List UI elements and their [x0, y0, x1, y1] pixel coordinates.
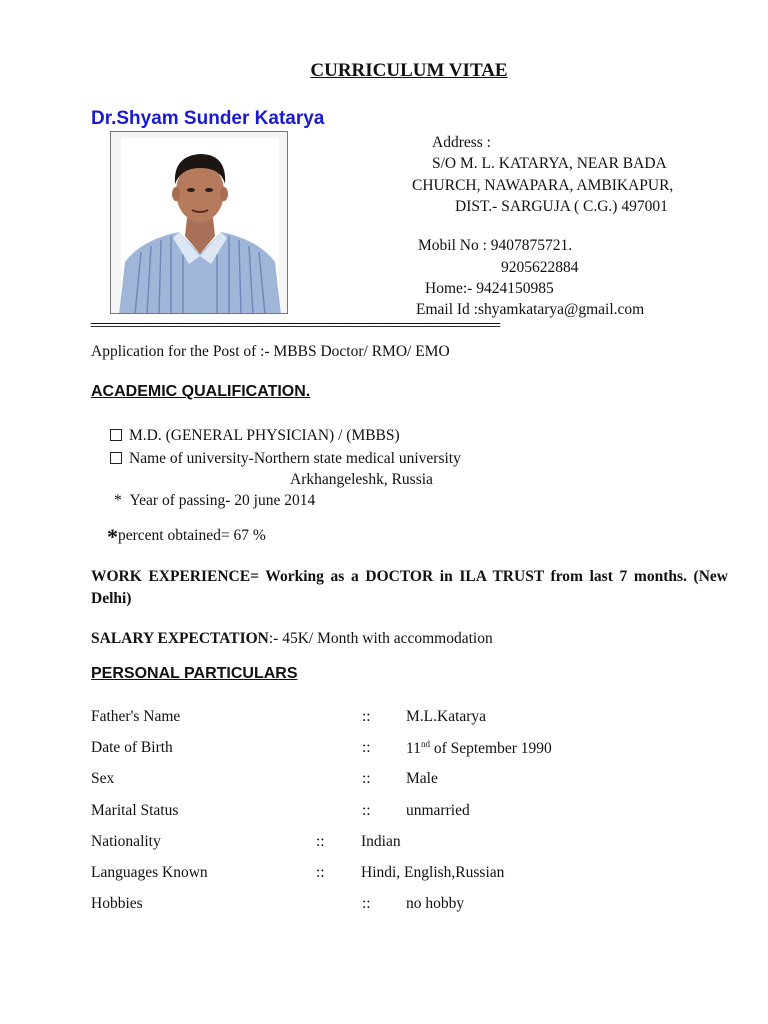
university-city: Arkhangeleshk, Russia — [290, 471, 433, 488]
salary-label: SALARY EXPECTATION — [91, 630, 269, 647]
degree-item — [110, 427, 400, 445]
home-phone: Home:- 9424150985 — [425, 280, 554, 297]
nationality-label: Nationality — [91, 833, 161, 850]
work-experience: WORK EXPERIENCE= Working as a DOCTOR in ILA TRUST from last 7 months. (New Delhi) — [91, 568, 728, 607]
address-line-1: S/O M. L. KATARYA, NEAR BADA — [432, 155, 667, 172]
separator-line: ========================================================================= — [90, 318, 499, 333]
dob-day-suffix: nd — [420, 739, 430, 749]
salary-value: :- 45K/ Month with accommodation — [268, 630, 493, 647]
marital-status-value: unmarried — [406, 802, 470, 819]
row-separator: :: — [362, 739, 371, 756]
marital-status-label: Marital Status — [91, 802, 179, 819]
dob-label: Date of Birth — [91, 739, 173, 756]
document-title: CURRICULUM VITAE — [310, 60, 508, 81]
profile-photo — [110, 131, 288, 314]
father-name-value: M.L.Katarya — [406, 708, 487, 725]
person-photo-icon — [111, 132, 288, 314]
application-post: Application for the Post of :- MBBS Doctor/ RMO/ EMO — [91, 343, 450, 360]
percent-text: percent obtained= 67 % — [118, 527, 266, 544]
hobbies-value: no hobby — [406, 895, 465, 912]
mobile-number-2: 9205622884 — [501, 259, 579, 276]
bullet-star: * — [114, 492, 122, 509]
university-item — [110, 450, 461, 468]
mobile-number: Mobil No : 9407875721. — [418, 237, 573, 254]
row-separator: :: — [362, 802, 371, 819]
candidate-name: Dr.Shyam Sunder Katarya — [91, 108, 325, 129]
address-label: Address : — [432, 134, 491, 151]
personal-heading: PERSONAL PARTICULARS — [91, 665, 298, 682]
row-separator: :: — [362, 708, 371, 725]
academic-heading: ACADEMIC QUALIFICATION. — [91, 383, 311, 400]
email-address: Email Id :shyamkatarya@gmail.com — [416, 301, 645, 318]
degree-text: M.D. (GENERAL PHYSICIAN) / (MBBS) — [129, 427, 400, 444]
passing-year-item — [114, 492, 315, 510]
row-separator: :: — [362, 895, 371, 912]
passing-year-text: Year of passing- 20 june 2014 — [129, 492, 316, 509]
row-separator: :: — [316, 864, 325, 881]
hobbies-label: Hobbies — [91, 895, 143, 912]
checkbox-icon — [110, 452, 122, 464]
dob-day: 11 — [406, 740, 421, 758]
sex-value: Male — [406, 770, 438, 787]
nationality-value: Indian — [361, 833, 401, 850]
row-separator: :: — [362, 770, 371, 787]
dob-value — [406, 739, 552, 758]
university-text: Name of university-Northern state medical university — [129, 450, 461, 467]
languages-label: Languages Known — [91, 864, 208, 881]
father-name-label: Father's Name — [91, 708, 181, 725]
salary-expectation — [91, 630, 493, 648]
percent-item — [107, 520, 266, 549]
address-line-3: DIST.- SARGUJA ( C.G.) 497001 — [455, 198, 668, 215]
dob-rest: of September 1990 — [429, 740, 552, 758]
row-separator: :: — [316, 833, 325, 850]
bullet-star-large: * — [107, 524, 118, 549]
languages-value: Hindi, English,Russian — [361, 864, 505, 881]
address-line-2: CHURCH, NAWAPARA, AMBIKAPUR, — [412, 177, 674, 194]
sex-label: Sex — [91, 770, 115, 787]
checkbox-icon — [110, 429, 122, 441]
